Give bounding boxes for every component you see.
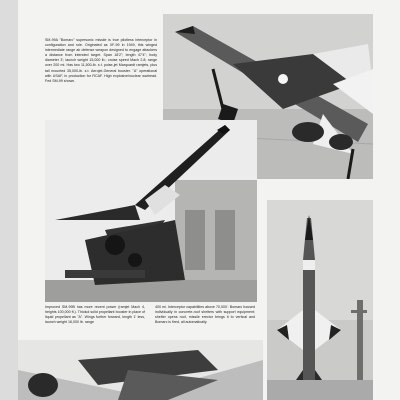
photo-missile-launch <box>267 200 373 400</box>
missile-illustration-mid <box>45 120 257 302</box>
photo-missile-shelter <box>18 340 263 400</box>
missile-illustration-bottom <box>18 340 263 400</box>
missile-illustration-right <box>267 200 373 400</box>
photo-missile-erected <box>45 120 257 302</box>
caption-bottom-left: Improved SM-99B has more recent power (ramjet Mach 4, heights 100,000 ft.). Thiokol solid propellant booster in place of liquid propellant as "A". Wings further forward, length 1' less, launch weight 16,000 lb. range <box>45 305 145 325</box>
caption-bottom-mid: 400 mi. Interceptor capabilities above 70,000'. Bomarc housed individually in concrete-roof shelters with support equipment; shelter opens roof, missile erector brings it to vertical and Bomarc is fired, all automatically. <box>155 305 255 325</box>
caption-top: SM-99A "Bomarc" supersonic missile is true pilotless interceptor in configuration and role. Originated as XF-99 in 1949, this winged intermediate range air defense weapon designed to engage attackers a distance from intended target. Span 18'2"; length 47'4"; body diameter 3'; launch weight 15,000 lb.; cruise speed Mach 2.8; range over 200 mi. Has two 11,500-lb. s.t. pulse-jet Marquardt ramjets, plus tail mounted 35,000-lb. s.t. Aerojet-General booster. "A" operational with USAF, in production for RCAF. High explosive/nuclear warhead. Fed SM-99 shown. <box>45 38 157 83</box>
